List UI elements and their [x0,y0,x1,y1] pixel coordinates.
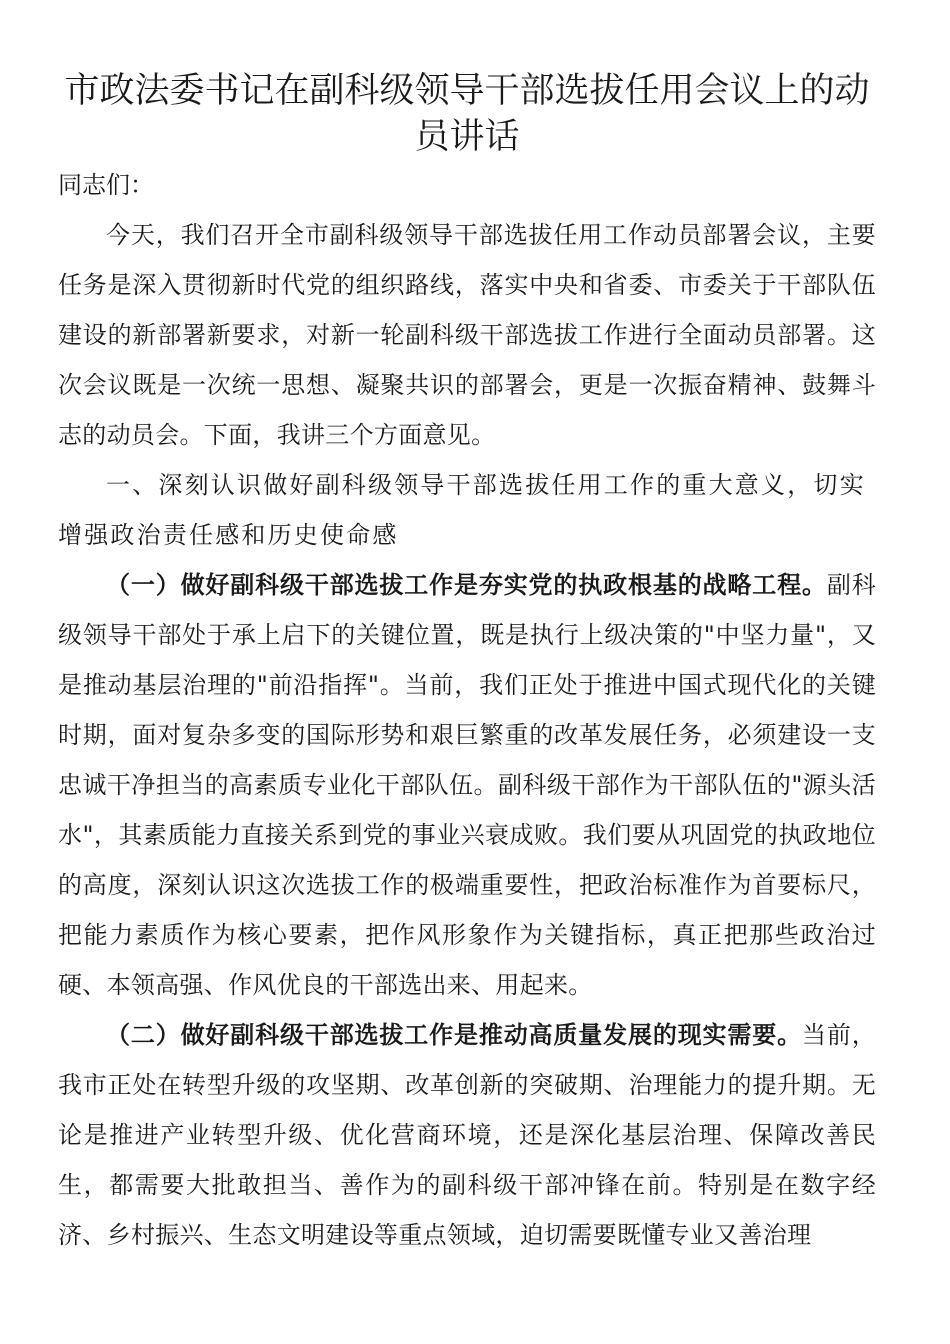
subsection-2-paragraph [58,1010,876,1260]
subsection-2-heading: （二）做好副科级干部选拔工作是推动高质量发展的现实需要。 [106,1021,802,1049]
subsection-1-paragraph [58,560,876,1010]
document-title: 市政法委书记在副科级领导干部选拔任用会议上的动员讲话 [64,71,870,157]
greeting: 同志们： [58,171,154,199]
intro-paragraph: 今天，我们召开全市副科级领导干部选拔任用工作动员部署会议，主要任务是深入贯彻新时代党的组织路线，落实中央和省委、市委关于干部队伍建设的新部署新要求，对新一轮副科级干部选拔工作进行全面动员部署。这次会议既是一次统一思想、凝聚共识的部署会，更是一次振奋精神、鼓舞斗志的动员会。下面，我讲三个方面意见。 [58,221,876,449]
subsection-1-heading: （一）做好副科级干部选拔工作是夯实党的执政根基的战略工程。 [106,571,827,599]
section-heading-1: 一、深刻认识做好副科级领导干部选拔任用工作的重大意义，切实增强政治责任感和历史使命感 [58,471,866,549]
document-page [58,68,876,1260]
subsection-1-text: 副科级领导干部处于承上启下的关键位置，既是执行上级决策的"中坚力量"，又是推动基层治理的"前沿指挥"。当前，我们正处于推进中国式现代化的关键时期，面对复杂多变的国际形势和艰巨繁重的改革发展任务，必须建设一支忠诚干净担当的高素质专业化干部队伍。副科级干部作为干部队伍的"源头活水"，其素质能力直接关系到党的事业兴衰成败。我们要从巩固党的执政地位的高度，深刻认识这次选拔工作的极端重要性，把政治标准作为首要标尺，把能力素质作为核心要素，把作风形象作为关键指标，真正把那些政治过硬、本领高强、作风优良的干部选出来、用起来。 [58,571,876,999]
subsection-2-text: 当前，我市正处在转型升级的攻坚期、改革创新的突破期、治理能力的提升期。无论是推进产业转型升级、优化营商环境，还是深化基层治理、保障改善民生，都需要大批敢担当、善作为的副科级干部冲锋在前。特别是在数字经济、乡村振兴、生态文明建设等重点领域，迫切需要既懂专业又善治理 [58,1021,876,1249]
